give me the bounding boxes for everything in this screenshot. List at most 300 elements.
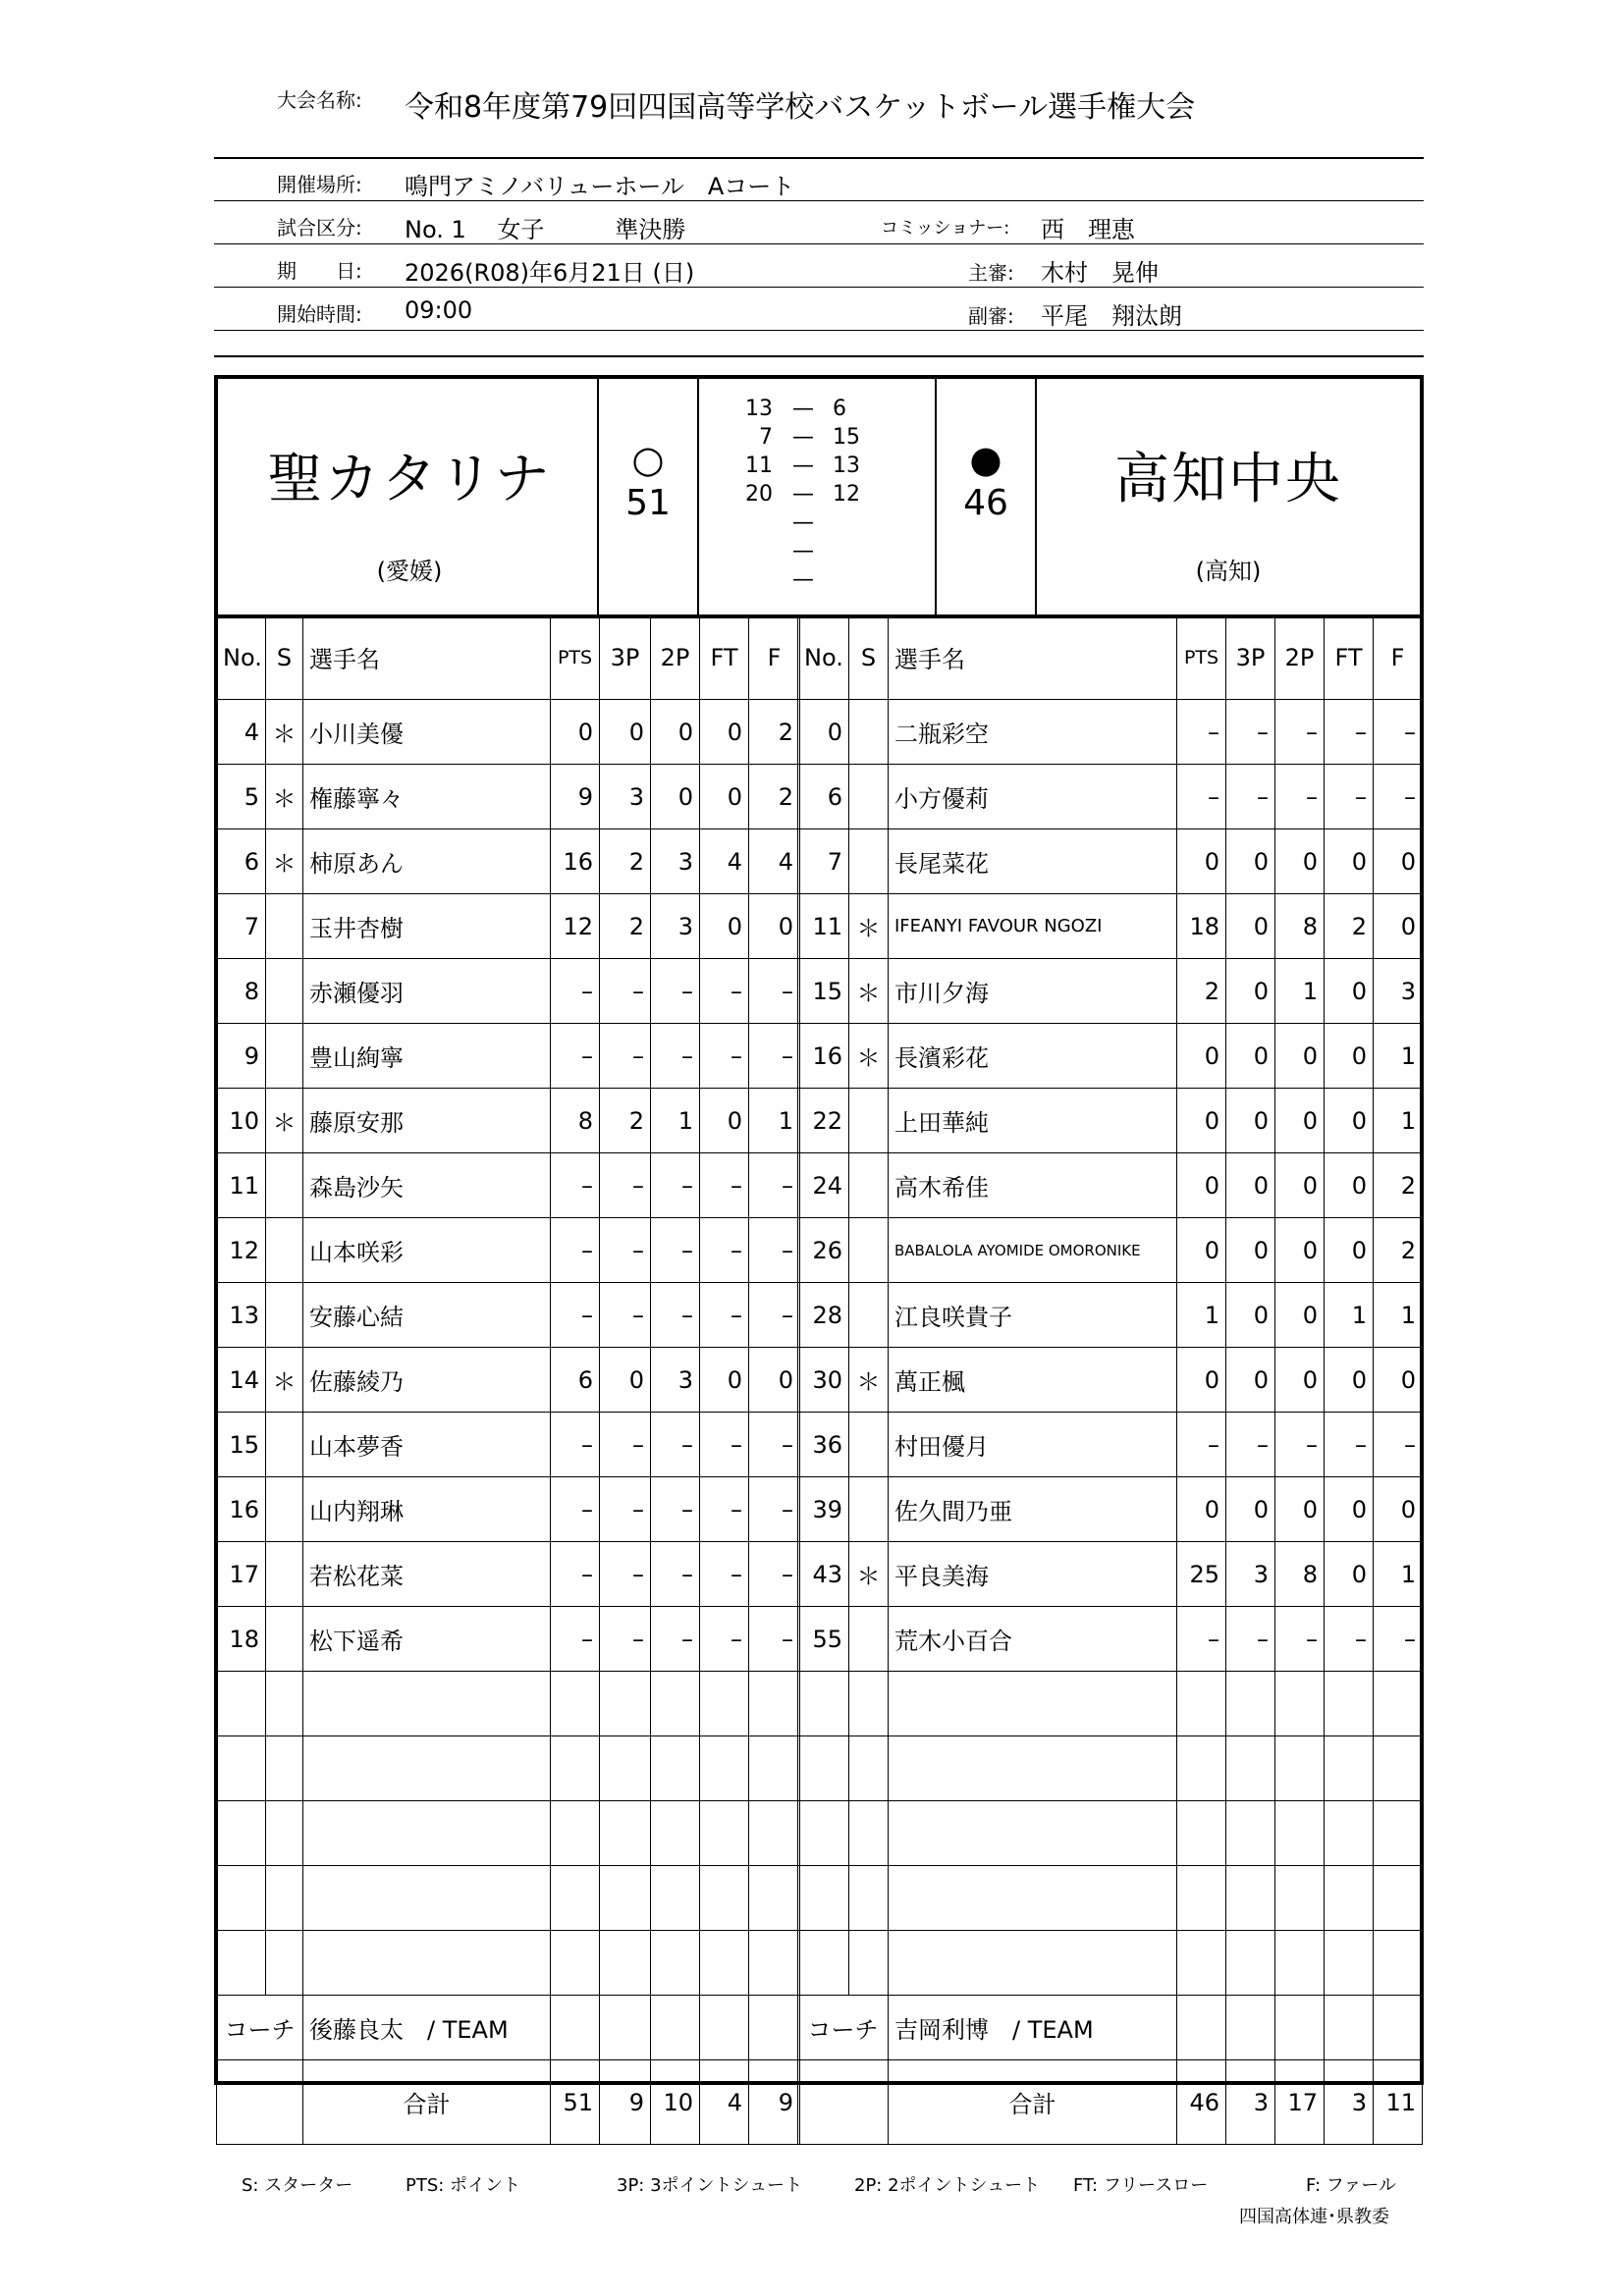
divider (214, 243, 1424, 244)
empty-cell (1177, 1996, 1226, 2060)
player-ft: 1 (1325, 1283, 1374, 1348)
away-coach-row (798, 1996, 1423, 2060)
player-2p: 0 (1275, 1477, 1325, 1542)
player-pts: 9 (551, 765, 600, 829)
quarter-row (719, 510, 915, 540)
player-name (303, 1736, 551, 1801)
player-fouls: 3 (1374, 959, 1423, 1024)
player-3p (1226, 1931, 1275, 1996)
table-row (798, 1542, 1423, 1607)
player-3p: 0 (1226, 1283, 1275, 1348)
player-number (217, 1736, 266, 1801)
player-number: 43 (798, 1542, 849, 1607)
player-ft (700, 1866, 749, 1931)
player-pts (551, 1931, 600, 1996)
player-2p: 0 (1275, 1218, 1325, 1283)
starter-mark (266, 1218, 303, 1283)
player-ft (1325, 1931, 1374, 1996)
divider (214, 157, 1424, 159)
table-row (217, 1866, 800, 1931)
column-ft: FT (1325, 615, 1374, 700)
player-fouls (749, 1931, 800, 1996)
column-2p: 2P (1275, 615, 1325, 700)
player-name: 上田華純 (889, 1089, 1177, 1153)
quarter-row (719, 482, 915, 511)
player-name: 山本咲彩 (303, 1218, 551, 1283)
player-pts: 12 (551, 894, 600, 959)
player-number: 15 (798, 959, 849, 1024)
table-row (217, 700, 800, 765)
player-number: 0 (798, 700, 849, 765)
player-pts: – (551, 1477, 600, 1542)
player-name: 佐藤綾乃 (303, 1348, 551, 1413)
player-name: 小川美優 (303, 700, 551, 765)
player-2p: 8 (1275, 1542, 1325, 1607)
empty-cell (749, 1996, 800, 2060)
player-3p (1226, 1801, 1275, 1866)
player-pts (551, 1736, 600, 1801)
divider (214, 287, 1424, 288)
home-team-prefecture: (愛媛) (376, 558, 443, 585)
player-2p: 0 (1275, 1089, 1325, 1153)
game-label: 試合区分: (277, 216, 362, 240)
player-ft: 0 (1325, 1348, 1374, 1413)
player-pts (551, 1801, 600, 1866)
player-3p (600, 1672, 651, 1736)
player-ft (1325, 1866, 1374, 1931)
starter-mark (849, 1736, 889, 1801)
player-fouls: 2 (1374, 1153, 1423, 1218)
player-ft: 2 (1325, 894, 1374, 959)
player-ft: 0 (1325, 829, 1374, 894)
win-mark: ○ (631, 438, 665, 481)
starter-mark (849, 1218, 889, 1283)
player-name (889, 1672, 1177, 1736)
total-label: 合計 (303, 2060, 551, 2145)
table-row (798, 1024, 1423, 1089)
column-foul: F (749, 615, 800, 700)
player-ft: – (700, 959, 749, 1024)
table-row (798, 1607, 1423, 1672)
home-coach-row (217, 1996, 800, 2060)
starter-mark: ＊ (849, 1024, 889, 1089)
total-pts: 46 (1177, 2060, 1226, 2145)
starter-mark: ＊ (266, 829, 303, 894)
player-name: 小方優莉 (889, 765, 1177, 829)
player-number: 11 (217, 1153, 266, 1218)
table-row (798, 894, 1423, 959)
empty-cell (1325, 1996, 1374, 2060)
total-ft: 4 (700, 2060, 749, 2145)
player-pts: – (551, 1607, 600, 1672)
player-3p: – (1226, 1413, 1275, 1477)
player-pts: 0 (1177, 1089, 1226, 1153)
player-2p (1275, 1672, 1325, 1736)
player-number: 10 (217, 1089, 266, 1153)
starter-mark: ＊ (266, 765, 303, 829)
player-2p: 0 (1275, 1024, 1325, 1089)
player-number: 9 (217, 1024, 266, 1089)
player-name: 萬正楓 (889, 1348, 1177, 1413)
player-name (303, 1866, 551, 1931)
empty-cell (798, 2060, 889, 2145)
player-ft: – (1325, 765, 1374, 829)
player-fouls: 0 (1374, 1477, 1423, 1542)
total-fouls: 11 (1374, 2060, 1423, 2145)
player-3p: 2 (600, 1089, 651, 1153)
away-final-score: 46 (963, 483, 1008, 523)
player-3p: 2 (600, 829, 651, 894)
player-pts (1177, 1801, 1226, 1866)
player-2p (1275, 1866, 1325, 1931)
player-3p: 0 (1226, 1477, 1275, 1542)
player-3p: – (600, 1153, 651, 1218)
player-2p: 3 (651, 829, 700, 894)
player-pts (1177, 1736, 1226, 1801)
starter-mark (266, 1736, 303, 1801)
player-3p: 0 (1226, 1218, 1275, 1283)
player-3p: – (1226, 1607, 1275, 1672)
player-fouls (1374, 1801, 1423, 1866)
player-3p: 0 (1226, 1153, 1275, 1218)
quarter-away-score: 15 (833, 425, 860, 450)
column-starter: S (849, 615, 889, 700)
player-pts: 0 (1177, 1348, 1226, 1413)
home-final-score: 51 (625, 483, 671, 523)
starter-mark (849, 1153, 889, 1218)
player-ft (1325, 1736, 1374, 1801)
player-2p: 0 (1275, 1348, 1325, 1413)
legend-points: PTS: ポイント (406, 2175, 521, 2196)
player-fouls: – (749, 1024, 800, 1089)
player-number: 5 (217, 765, 266, 829)
player-pts (551, 1866, 600, 1931)
player-name (889, 1801, 1177, 1866)
player-ft: – (1325, 1607, 1374, 1672)
player-fouls: – (1374, 1413, 1423, 1477)
player-number: 14 (217, 1348, 266, 1413)
quarter-home-score: 13 (745, 397, 773, 421)
table-row (217, 1801, 800, 1866)
starter-mark (849, 765, 889, 829)
column-foul: F (1374, 615, 1423, 700)
empty-cell (600, 1996, 651, 2060)
player-name: IFEANYI FAVOUR NGOZI (889, 894, 1177, 959)
player-fouls (1374, 1931, 1423, 1996)
player-2p: – (651, 1218, 700, 1283)
player-ft (1325, 1672, 1374, 1736)
player-3p: 0 (600, 1348, 651, 1413)
player-3p: 3 (1226, 1542, 1275, 1607)
player-name: 長尾菜花 (889, 829, 1177, 894)
player-name: BABALOLA AYOMIDE OMORONIKE (889, 1218, 1177, 1283)
commissioner-label: コミッショナー: (881, 218, 1010, 239)
player-2p (651, 1931, 700, 1996)
player-name (889, 1866, 1177, 1931)
player-2p (1275, 1801, 1325, 1866)
column-pts: PTS (551, 615, 600, 700)
column-no: No. (217, 615, 266, 700)
player-pts: – (551, 1542, 600, 1607)
legend-2p: 2P: 2ポイントシュート (854, 2175, 1041, 2196)
starter-mark: ＊ (849, 894, 889, 959)
player-number: 13 (217, 1283, 266, 1348)
player-number: 17 (217, 1542, 266, 1607)
date: 2026(R08)年6月21日 (日) (405, 259, 695, 287)
player-pts: – (551, 1413, 600, 1477)
table-row (217, 1089, 800, 1153)
table-row (217, 1153, 800, 1218)
player-2p: – (651, 1542, 700, 1607)
quarter-separator: — (792, 510, 814, 535)
quarter-home-score: 20 (745, 482, 773, 507)
total-ft: 3 (1325, 2060, 1374, 2145)
player-ft: 0 (700, 1089, 749, 1153)
player-fouls: – (749, 1542, 800, 1607)
column-starter: S (266, 615, 303, 700)
player-3p: – (600, 1607, 651, 1672)
starter-mark (266, 1672, 303, 1736)
player-pts: 8 (551, 1089, 600, 1153)
player-2p (651, 1672, 700, 1736)
commissioner: 西 理恵 (1041, 216, 1135, 243)
scoreboard (214, 375, 1424, 2118)
player-ft: 0 (1325, 1477, 1374, 1542)
player-pts (551, 1672, 600, 1736)
player-ft: 0 (700, 765, 749, 829)
player-ft: 0 (1325, 1542, 1374, 1607)
referee: 木村 晃伸 (1041, 259, 1159, 287)
starter-mark (266, 1283, 303, 1348)
quarter-row (719, 454, 915, 483)
table-row (798, 1153, 1423, 1218)
player-name (303, 1801, 551, 1866)
player-2p (651, 1866, 700, 1931)
umpire: 平尾 翔汰朗 (1041, 302, 1182, 330)
player-fouls: 0 (1374, 829, 1423, 894)
player-3p (600, 1866, 651, 1931)
player-2p: – (651, 1413, 700, 1477)
total-pts: 51 (551, 2060, 600, 2145)
table-row (217, 1672, 800, 1736)
player-name: 江良咲貴子 (889, 1283, 1177, 1348)
player-2p: 0 (1275, 829, 1325, 894)
player-number: 8 (217, 959, 266, 1024)
table-row (217, 1413, 800, 1477)
table-row (798, 700, 1423, 765)
player-3p: 0 (1226, 829, 1275, 894)
table-row (217, 894, 800, 959)
starter-mark: ＊ (266, 1348, 303, 1413)
player-name: 森島沙矢 (303, 1153, 551, 1218)
player-ft (700, 1801, 749, 1866)
player-name: 松下遥希 (303, 1607, 551, 1672)
player-name: 赤瀬優羽 (303, 959, 551, 1024)
empty-cell (1374, 1996, 1423, 2060)
away-team-prefecture: (高知) (1195, 558, 1262, 585)
player-ft: – (1325, 1413, 1374, 1477)
table-row (217, 829, 800, 894)
player-name: 荒木小百合 (889, 1607, 1177, 1672)
column-ft: FT (700, 615, 749, 700)
starter-mark (266, 1801, 303, 1866)
player-ft: – (700, 1153, 749, 1218)
player-fouls (749, 1672, 800, 1736)
player-pts: 16 (551, 829, 600, 894)
starter-mark (266, 1866, 303, 1931)
quarter-separator: — (792, 454, 814, 478)
quarter-row (719, 567, 915, 597)
player-name: 権藤寧々 (303, 765, 551, 829)
player-2p: 0 (1275, 1153, 1325, 1218)
player-pts (1177, 1866, 1226, 1931)
table-row (217, 1542, 800, 1607)
player-name: 安藤心結 (303, 1283, 551, 1348)
home-team-name: 聖カタリナ (267, 448, 552, 511)
table-row (217, 1736, 800, 1801)
player-ft (700, 1736, 749, 1801)
quarter-row (719, 397, 915, 426)
player-name: 平良美海 (889, 1542, 1177, 1607)
table-row (217, 959, 800, 1024)
loss-mark: ● (969, 438, 1002, 481)
empty-cell (1275, 1996, 1325, 2060)
starter-mark (849, 700, 889, 765)
table-row (217, 1477, 800, 1542)
player-ft: – (700, 1024, 749, 1089)
player-ft: 0 (1325, 1153, 1374, 1218)
player-pts: – (551, 1024, 600, 1089)
player-3p: – (600, 1477, 651, 1542)
player-number: 7 (217, 894, 266, 959)
player-name: 柿原あん (303, 829, 551, 894)
table-row (217, 1607, 800, 1672)
player-fouls: – (1374, 765, 1423, 829)
table-row (217, 1024, 800, 1089)
player-2p: 0 (651, 700, 700, 765)
table-row (798, 1477, 1423, 1542)
player-2p: 8 (1275, 894, 1325, 959)
table-row (798, 829, 1423, 894)
table-row (798, 765, 1423, 829)
player-pts: – (551, 1153, 600, 1218)
player-3p: 0 (1226, 894, 1275, 959)
player-3p (1226, 1866, 1275, 1931)
player-ft: – (1325, 700, 1374, 765)
player-number (798, 1672, 849, 1736)
player-2p (1275, 1931, 1325, 1996)
player-fouls: – (749, 959, 800, 1024)
player-3p: – (600, 1283, 651, 1348)
player-pts: 0 (1177, 829, 1226, 894)
player-2p: – (651, 1607, 700, 1672)
player-pts: 0 (1177, 1218, 1226, 1283)
umpire-label: 副審: (968, 304, 1014, 328)
player-name: 高木希佳 (889, 1153, 1177, 1218)
player-3p (600, 1736, 651, 1801)
table-row (798, 1866, 1423, 1931)
starter-mark: ＊ (849, 1542, 889, 1607)
player-2p: – (1275, 1413, 1325, 1477)
player-ft (700, 1672, 749, 1736)
table-row (798, 1089, 1423, 1153)
table-row (217, 1348, 800, 1413)
player-fouls: – (749, 1607, 800, 1672)
player-2p: – (1275, 1607, 1325, 1672)
starter-mark (266, 1931, 303, 1996)
table-row (798, 1413, 1423, 1477)
starter-mark (266, 959, 303, 1024)
legend-foul: F: ファール (1306, 2175, 1397, 2196)
table-row (798, 1348, 1423, 1413)
player-ft: 0 (1325, 959, 1374, 1024)
starter-mark (849, 1801, 889, 1866)
player-ft (700, 1931, 749, 1996)
player-pts: – (551, 1218, 600, 1283)
organizer: 四国高体連･県教委 (1239, 2207, 1389, 2227)
player-fouls (749, 1866, 800, 1931)
table-row (798, 1736, 1423, 1801)
quarter-away-score: 13 (833, 454, 860, 478)
player-ft: – (700, 1413, 749, 1477)
player-name (303, 1672, 551, 1736)
away-team-name: 高知中央 (1114, 448, 1342, 511)
starter-mark (849, 1413, 889, 1477)
player-3p: – (1226, 765, 1275, 829)
table-row (798, 1801, 1423, 1866)
player-fouls: 2 (749, 765, 800, 829)
starter-mark (849, 1607, 889, 1672)
starter-mark: ＊ (266, 1089, 303, 1153)
player-pts: 2 (1177, 959, 1226, 1024)
player-3p: – (600, 959, 651, 1024)
player-name: 豊山絢寧 (303, 1024, 551, 1089)
player-name: 長濱彩花 (889, 1024, 1177, 1089)
starter-mark (266, 1153, 303, 1218)
player-name: 二瓶彩空 (889, 700, 1177, 765)
player-fouls: 0 (1374, 1348, 1423, 1413)
player-pts: – (551, 1283, 600, 1348)
quarter-separator: — (792, 539, 814, 563)
player-2p: – (1275, 765, 1325, 829)
starter-mark (266, 1477, 303, 1542)
starter-mark (266, 1607, 303, 1672)
player-ft: 4 (700, 829, 749, 894)
player-number: 39 (798, 1477, 849, 1542)
player-fouls: 0 (749, 1348, 800, 1413)
player-ft: – (700, 1218, 749, 1283)
away-total-row (798, 2060, 1423, 2145)
column-3p: 3P (1226, 615, 1275, 700)
divider (214, 355, 1424, 357)
player-2p: – (651, 1024, 700, 1089)
player-number: 6 (798, 765, 849, 829)
player-number (798, 1931, 849, 1996)
player-fouls: – (749, 1218, 800, 1283)
player-pts: 0 (1177, 1024, 1226, 1089)
column-player-name: 選手名 (303, 615, 551, 700)
tournament-name: 令和8年度第79回四国高等学校バスケットボール選手権大会 (405, 90, 1196, 125)
quarter-separator: — (792, 397, 814, 421)
player-number (217, 1866, 266, 1931)
player-number: 6 (217, 829, 266, 894)
empty-cell (700, 1996, 749, 2060)
player-pts: – (1177, 1607, 1226, 1672)
starter-mark: ＊ (266, 700, 303, 765)
player-number: 7 (798, 829, 849, 894)
player-number: 55 (798, 1607, 849, 1672)
table-row (798, 959, 1423, 1024)
